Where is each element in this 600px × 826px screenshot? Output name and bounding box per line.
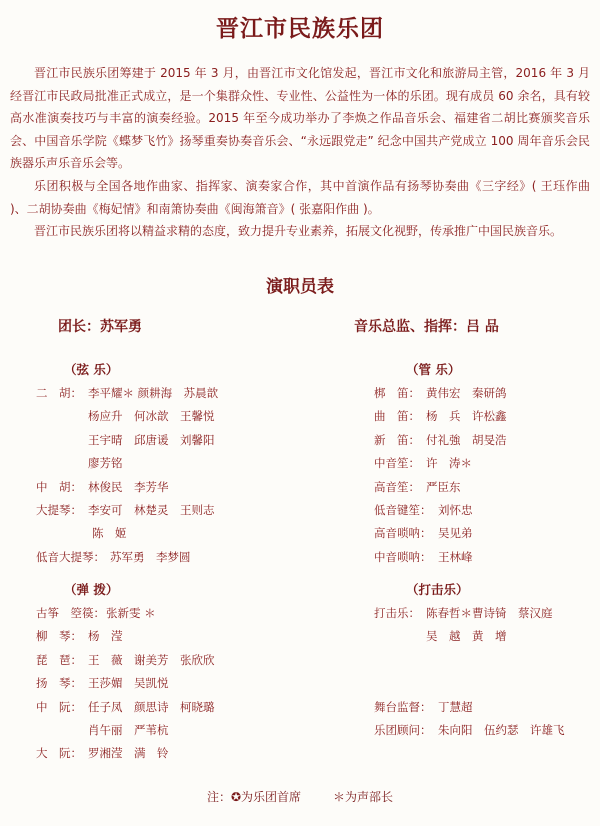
role-label: 乐团顾问： [374,722,432,737]
list-item [374,382,594,405]
list-item [374,602,594,625]
list-item [36,742,296,765]
list-item [374,429,594,452]
role-label: 曲 笛： [374,409,420,424]
page-title: 晋江市民族乐团 [216,16,384,42]
member-names: 杨应升 何冰歆 王馨悦 [88,409,215,424]
cast-list-title: 演职员表 [266,277,334,297]
role-label [36,405,88,428]
list-item [36,719,296,742]
role-label: 二 胡： [36,386,82,400]
strings-section [36,358,296,569]
member-names: 王 薇 谢美芳 张欣欣 [88,652,215,667]
member-names: 王莎媚 吴凯悦 [88,676,169,691]
role-label: 大提琴： [36,502,82,517]
list-item [36,452,296,475]
role-label: 高音笙： [374,479,420,494]
role-label [374,625,426,648]
list-item [374,405,594,428]
member-names: 刘怀忠 [438,502,473,517]
member-names: 陈春哲＊曹诗锜 蔡汉庭 [426,606,553,620]
role-label: 高音唢呐： [374,526,432,541]
member-names: 杨 兵 许松鑫 [426,409,507,424]
list-item [374,546,594,569]
section-title: （打击乐） [406,582,469,597]
role-label: 新 笛： [374,432,420,447]
list-item [36,382,296,405]
member-names: 罗湘滢 满 铃 [88,746,169,761]
member-names: 王宇晴 邱唐谖 刘馨阳 [88,432,215,447]
role-label: 中音唢呐： [374,549,432,564]
list-item [36,696,296,719]
section-title: （弦 乐） [64,362,119,377]
member-names: 杨 滢 [88,629,123,644]
member-names: 吴 越 黄 增 [426,629,507,644]
list-item [374,696,594,719]
list-item [36,625,296,648]
percussion-section [374,578,594,742]
section-leader-note: ＊为声部长 [333,790,394,804]
role-label: 琵 琶： [36,652,82,667]
member-names: 张新雯 ＊ [106,606,156,620]
member-names: 陈 姬 [92,526,127,541]
list-item [374,499,594,522]
role-label: 低音大提琴： [36,549,105,564]
section-title: （弹 拨） [64,582,119,597]
role-label [374,672,426,695]
role-label: 古筝 箜篌： [36,606,105,620]
list-item [36,649,296,672]
troupe-leader: 团长：苏军勇 [58,319,142,335]
list-item [36,429,296,452]
list-item [36,405,296,428]
member-names: 黄伟宏 秦研鸽 [426,386,507,400]
role-label: 大 阮： [36,746,82,761]
list-item [36,499,296,522]
list-item [374,672,594,695]
role-label: 低音键笙： [374,502,432,517]
member-names: 丁慧超 [438,699,473,714]
concertmaster-note: 注：✪为乐团首席 [206,790,302,804]
member-names: 严臣东 [426,479,461,494]
footnote [0,788,600,805]
list-item [36,522,296,545]
role-label: 中音笙： [374,456,420,471]
role-label: 梆 笛： [374,386,420,400]
list-item [36,672,296,695]
member-names: 朱向阳 伍约瑟 许雄飞 [438,722,565,737]
role-label [36,429,88,452]
member-names: 任子凤 颜思诗 柯晓璐 [88,699,215,714]
member-names: 苏军勇 李梦圆 [110,549,191,564]
member-names: 王林峰 [438,549,473,564]
member-names: 吴见弟 [438,526,473,541]
intro-paragraph: 晋江市民族乐团将以精益求精的态度，致力提升专业素养，拓展文化视野，传承推广中国民族音乐。 [34,224,563,239]
role-label [374,649,426,672]
list-item [374,649,594,672]
role-label [36,522,88,545]
role-label [36,452,88,475]
member-names: 付礼強 胡旻浩 [426,432,507,447]
list-item [36,546,296,569]
member-names: 林俊民 李芳华 [88,479,169,494]
role-label: 柳 琴： [36,629,82,644]
role-label: 中 阮： [36,699,82,714]
plucked-section [36,578,296,766]
section-title: （管 乐） [406,362,461,377]
list-item [374,625,594,648]
member-names: 肖午丽 严苇杭 [88,722,169,737]
role-label: 打击乐： [374,606,420,620]
winds-section [374,358,594,569]
list-item [36,602,296,625]
role-label [36,719,88,742]
list-item [374,452,594,475]
list-item [374,476,594,499]
member-names: 李安可 林楚灵 王则志 [88,502,215,517]
role-label: 扬 琴： [36,676,82,691]
list-item [374,522,594,545]
music-director: 音乐总监、指挥：吕 品 [354,319,499,335]
intro-text [10,62,590,243]
role-label: 中 胡： [36,479,82,494]
intro-paragraph: 乐团积极与全国各地作曲家、指挥家、演奏家合作，其中首演作品有扬琴协奏曲《三字经》( 王珏作曲 )、二胡协奏曲《梅妃情》和南箫协奏曲《闽海箫音》( 张嘉阳作曲 )。 [10,178,590,216]
list-item [36,476,296,499]
member-names: 许 涛＊ [426,456,472,471]
role-label: 舞台监督： [374,699,432,714]
member-names: 廖芳铭 [88,456,123,471]
list-item [374,719,594,742]
member-names: 李平耀＊ 颜耕海 苏晨歆 [88,386,219,400]
intro-paragraph: 晋江市民族乐团筹建于 2015 年 3 月，由晋江市文化馆发起，晋江市文化和旅游局主管，2016 年 3 月经晋江市民政局批准正式成立，是一个集群众性、专业性、公益性为一体的乐团。现有成员 60 余名，具有较高水准演奏技巧与丰富的演奏经验。2015 年至今成功举办了李焕之作品音乐会、福建省二胡比赛颁奖音乐会、中国音乐学院《蝶梦飞竹》扬琴重奏协奏音乐会、“永远跟党走” 纪念中国共产党成立 100 周年音乐会民族器乐声乐音乐会等。 [10,66,590,171]
